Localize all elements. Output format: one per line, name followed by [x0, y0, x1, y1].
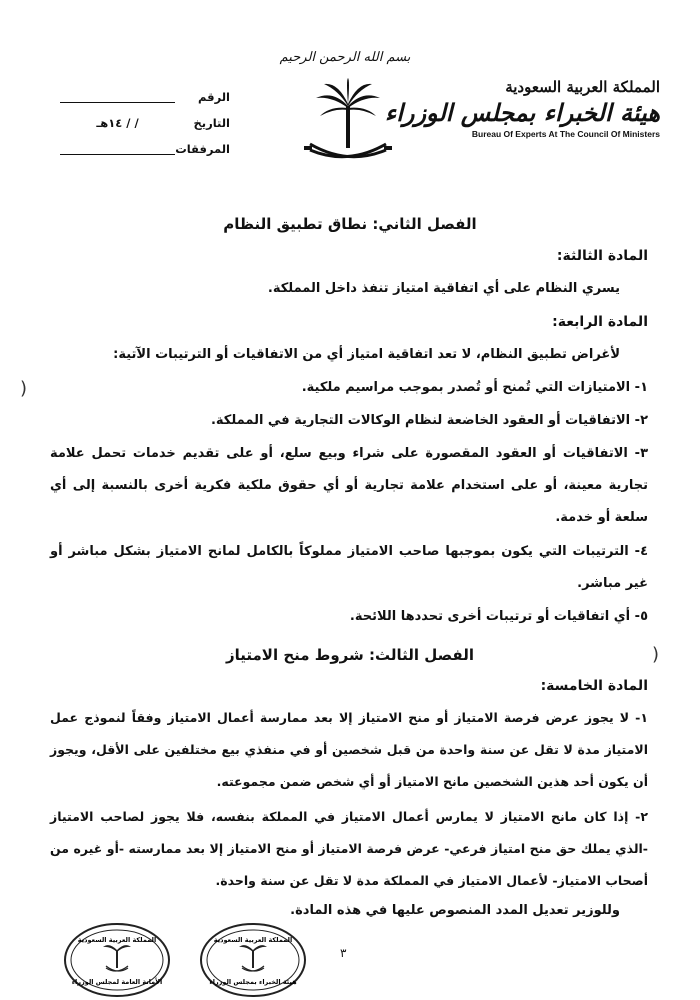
attachments-row — [60, 142, 230, 168]
stamp-left-top-text: المملكة العربية السعودية — [77, 936, 157, 944]
stamp-emblem-icon — [103, 945, 131, 971]
letterhead-org — [384, 78, 660, 139]
date-label: التاريخ — [193, 116, 230, 130]
margin-parenthesis: ( — [652, 644, 660, 665]
article-3-title: المادة الثالثة: — [556, 248, 648, 264]
article-5-title: المادة الخامسة: — [540, 678, 648, 694]
date-value: / / ١٤هـ — [96, 116, 139, 130]
reference-number-row — [60, 90, 230, 116]
article-4-title: المادة الرابعة: — [552, 314, 648, 330]
article-3-text: يسري النظام على أي اتفاقية امتياز تنفذ داخل المملكة. — [267, 281, 620, 296]
basmala: بسم الله الرحمن الرحيم — [279, 50, 411, 65]
official-stamp-left — [62, 920, 172, 1000]
official-stamp-right — [198, 920, 308, 1000]
stamp-left-bottom-text: الأمانة العامة لمجلس الوزراء — [71, 978, 163, 986]
reference-number-line — [60, 102, 175, 103]
bureau-name-arabic: هيئة الخبراء بمجلس الوزراء — [384, 98, 660, 127]
chapter-2-title: الفصل الثاني: نطاق تطبيق النظام — [223, 215, 477, 233]
stamp-right-bottom-text: هيئة الخبراء بمجلس الوزراء — [209, 978, 297, 986]
article-4-intro: لأغراض تطبيق النظام، لا تعد اتفاقية امتياز أي من الاتفاقيات أو الترتيبات الآتية: — [113, 347, 620, 362]
palm-swords-emblem-icon — [298, 76, 398, 166]
bureau-name-english: Bureau Of Experts At The Council Of Ministers — [471, 129, 660, 139]
kingdom-name: المملكة العربية السعودية — [505, 78, 660, 96]
page-number: ٣ — [340, 946, 347, 960]
article-4-item-4: ٤- الترتيبات التي يكون بموجبها صاحب الامتياز مملوكاً بالكامل لمانح الامتياز بشكل مباشر أو غير مباشر. — [50, 544, 648, 591]
article-5-closing: وللوزير تعديل المدد المنصوص عليها في هذه المادة. — [290, 903, 620, 918]
chapter-3-title: الفصل الثالث: شروط منح الامتياز — [226, 646, 474, 664]
article-5-item-2: ٢- إذا كان مانح الامتياز لا يمارس أعمال الامتياز في المملكة بنفسه، فلا يجوز لصاحب الامتياز -الذي يملك حق منح امتياز فرعي- عرض فرصة الامتياز أو منح الامتياز إلا بعد ممارسته -أو غيره من أصحاب الامتياز- لأعمال الامتياز في المملكة مدة لا تقل عن سنة واحدة. — [50, 809, 648, 888]
attachments-label: المرفقات — [175, 142, 230, 156]
stamp-right-top-text: المملكة العربية السعودية — [213, 936, 293, 944]
letter-meta — [60, 90, 230, 168]
article-4-item-3: ٣- الاتفاقيات أو العقود المقصورة على شراء وبيع سلع، أو على تقديم خدمات تحمل علامة تجارية معينة، أو على استخدام علامة تجارية أو أي حقوق ملكية فكرية أخرى بالنسبة إلى أي سلعة أو خدمة. — [50, 446, 648, 525]
article-4-item-1: ١- الامتيازات التي تُمنح أو تُصدر بموجب مراسيم ملكية. — [301, 380, 648, 395]
margin-parenthesis: ( — [20, 378, 28, 399]
article-4-item-2: ٢- الاتفاقيات أو العقود الخاضعة لنظام الوكالات التجارية في المملكة. — [210, 413, 648, 428]
stamp-emblem-icon — [239, 945, 267, 971]
reference-number-label: الرقم — [198, 90, 230, 104]
article-4-item-5: ٥- أي اتفاقيات أو ترتيبات أخرى تحددها اللائحة. — [349, 609, 648, 624]
attachments-line — [60, 154, 175, 155]
date-row — [60, 116, 230, 142]
article-5-item-1: ١- لا يجوز عرض فرصة الامتياز أو منح الامتياز إلا بعد ممارسة أعمال الامتياز وفقاً لنموذج عمل الامتياز مدة لا تقل عن سنة واحدة من قبل شخصين أو في منفذي بيع مختلفين على الأقل، ويجوز أن يكون أحد هذين الشخصين مانح الامتياز أو أي شخص ضمن مجموعته. — [50, 710, 648, 789]
